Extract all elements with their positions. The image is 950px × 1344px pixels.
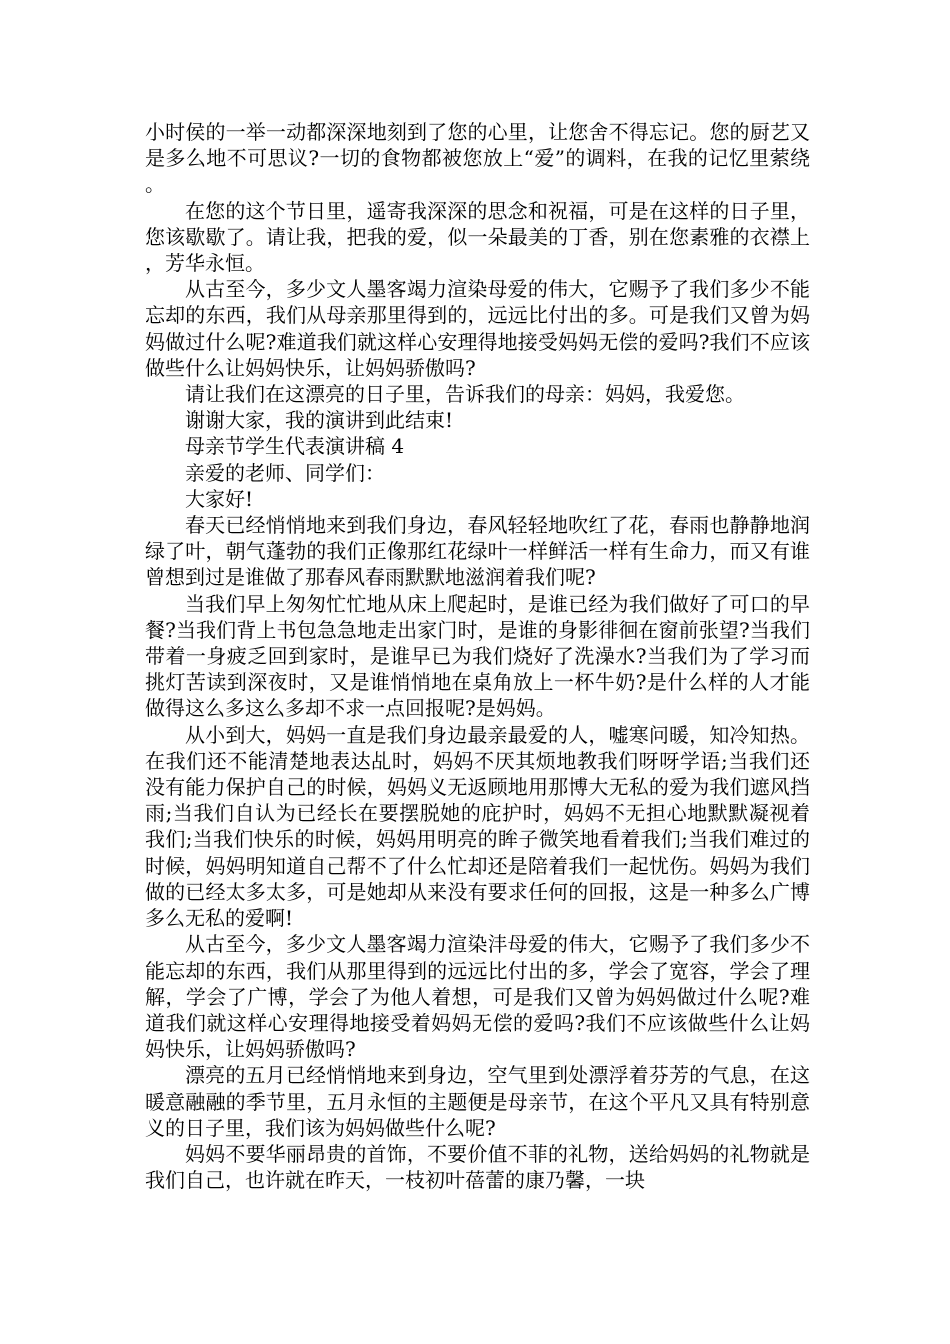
body-paragraph: 从小到大，妈妈一直是我们身边最亲最爱的人，嘘寒问暖，知冷知热。在我们还不能清楚地表达乩时，妈妈不厌其烦地教我们呀呀学语;当我们还没有能力保护自己的时候，妈妈义无返顾地用那博大无私的爱为我们遮风挡雨;当我们自认为已经长在要摆脱她的庇护时，妈妈不无担心地默默凝视着我们;当我们快乐的时候，妈妈用明亮的眸子微笑地看着我们;当我们难过的时候，妈妈明知道自己帮不了什么忙却还是陪着我们一起忧伤。妈妈为我们做的已经太多太多，可是她却从来没有要求任何的回报，这是一种多么广博多么无私的爱啊! bbox=[145, 722, 810, 931]
body-paragraph: 在您的这个节日里，遥寄我深深的思念和祝福，可是在这样的日子里，您该歇歇了。请让我，把我的爱，似一朵最美的丁香，别在您素雅的衣襟上，芳华永恒。 bbox=[145, 198, 810, 276]
body-paragraph: 小时侯的一举一动都深深地刻到了您的心里，让您舍不得忘记。您的厨艺又是多么地不可思议?一切的食物都被您放上“爱”的调料，在我的记忆里萦绕。 bbox=[145, 120, 810, 197]
body-paragraph: 请让我们在这漂亮的日子里，告诉我们的母亲：妈妈，我爱您。 bbox=[185, 382, 745, 407]
body-paragraph: 妈妈不要华丽昂贵的首饰，不要价值不菲的礼物，送给妈妈的礼物就是我们自己，也许就在昨天，一枝初叶蓓蕾的康乃馨，一块 bbox=[145, 1141, 810, 1193]
body-paragraph: 春天已经悄悄地来到我们身边，春风轻轻地吹红了花，春雨也静静地润绿了叶，朝气蓬勃的我们正像那红花绿叶一样鲜活一样有生命力，而又有谁曾想到过是谁做了那春风春雨默默地滋润着我们呢? bbox=[145, 513, 810, 590]
body-paragraph: 漂亮的五月已经悄悄地来到身边，空气里到处漂浮着芬芳的气息，在这暖意融融的季节里，五月永恒的主题便是母亲节，在这个平凡又具有特别意义的日子里，我们该为妈妈做些什么呢? bbox=[145, 1063, 810, 1140]
body-paragraph: 从古至今，多少文人墨客竭力渲染沣母爱的伟大，它赐予了我们多少不能忘却的东西，我们从那里得到的远远比付出的多，学会了宽容，学会了理解，学会了广博，学会了为他人着想，可是我们又曾为妈妈做过什么呢?难道我们就这样心安理得地接受着妈妈无偿的爱吗?我们不应该做些什么让妈妈快乐，让妈妈骄傲吗? bbox=[145, 932, 810, 1062]
greeting: 大家好! bbox=[185, 486, 254, 511]
document-page bbox=[145, 119, 810, 1193]
closing-line: 谢谢大家，我的演讲到此结束! bbox=[185, 408, 454, 433]
salutation: 亲爱的老师、同学们： bbox=[185, 460, 385, 485]
body-paragraph: 当我们早上匆匆忙忙地从床上爬起时，是谁已经为我们做好了可口的早餐?当我们背上书包急急地走出家门时，是谁的身影徘徊在窗前张望?当我们带着一身疲乏回到家时，是谁早已为我们烧好了洗澡水?当我们为了学习而挑灯苦读到深夜时，又是谁悄悄地在桌角放上一杯牛奶?是什么样的人才能做得这么多这么多却不求一点回报呢?是妈妈。 bbox=[145, 591, 810, 721]
body-paragraph: 从古至今，多少文人墨客竭力渲染母爱的伟大，它赐予了我们多少不能忘却的东西，我们从母亲那里得到的，远远比付出的多。可是我们又曾为妈妈做过什么呢?难道我们就这样心安理得地接受妈妈无偿的爱吗?我们不应该做些什么让妈妈快乐，让妈妈骄傲吗? bbox=[145, 277, 810, 380]
section-title: 母亲节学生代表演讲稿 4 bbox=[185, 434, 405, 459]
